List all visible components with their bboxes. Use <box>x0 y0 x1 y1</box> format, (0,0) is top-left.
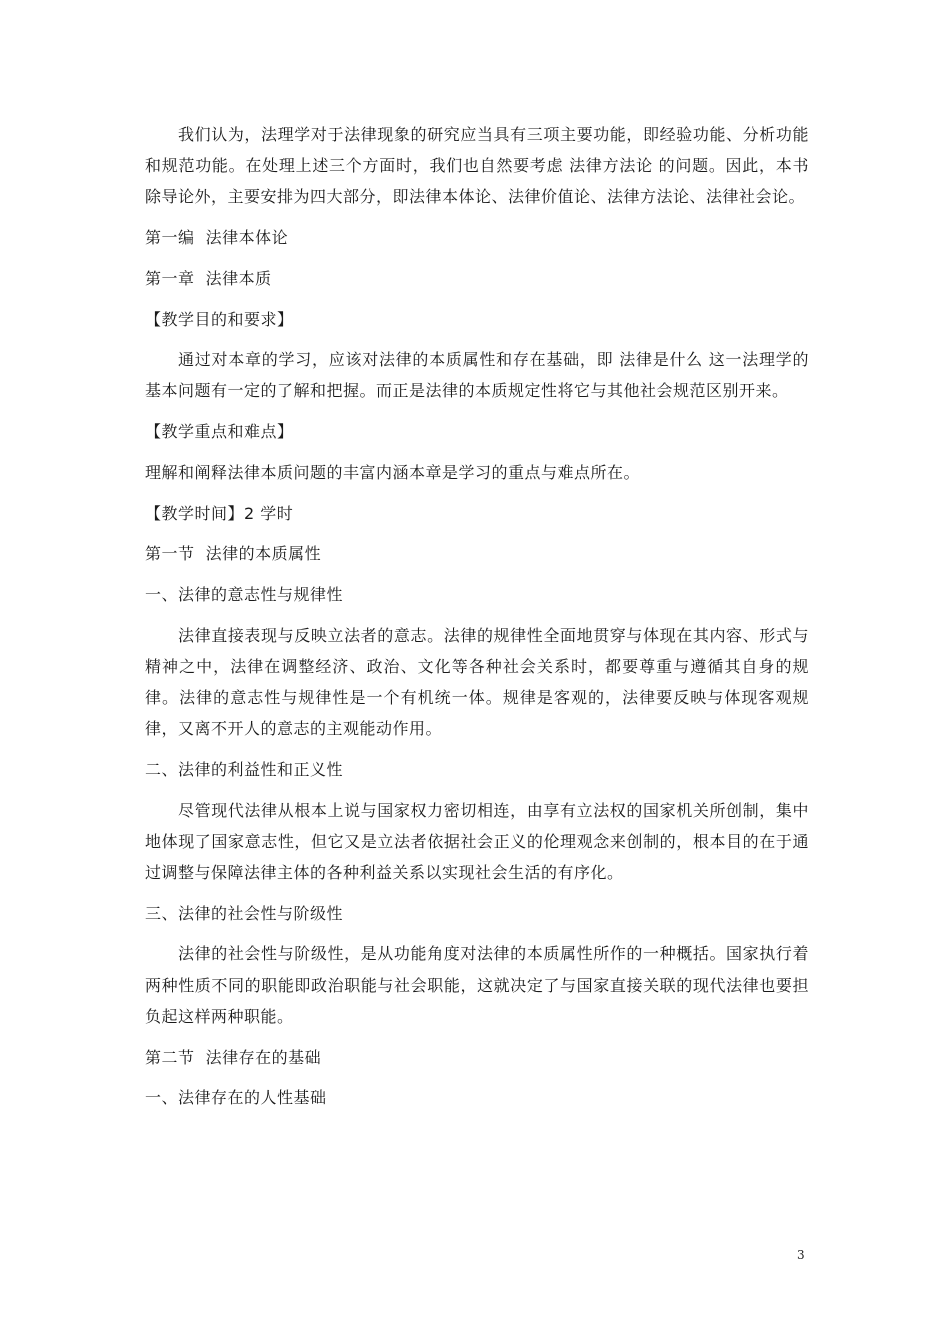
section-heading: 第二节 法律存在的基础 <box>145 1047 322 1067</box>
teaching-time-line: 【教学时间】2 学时 <box>145 503 294 523</box>
section-heading: 第一节 法律的本质属性 <box>145 544 322 564</box>
page-body <box>145 119 809 1123</box>
key-points-heading: 【教学重点和难点】 <box>145 422 294 442</box>
teaching-goals-heading: 【教学目的和要求】 <box>145 309 294 329</box>
body-paragraph: 法律的社会性与阶级性，是从功能角度对法律的本质属性所作的一种概括。国家执行着两种性质不同的职能即政治职能与社会职能，这就决定了与国家直接关联的现代法律也要担负起这样两种职能。 <box>145 944 809 1026</box>
part-heading: 第一编 法律本体论 <box>145 228 289 248</box>
subsection-heading: 二、法律的利益性和正义性 <box>145 759 344 779</box>
subsection-heading: 三、法律的社会性与阶级性 <box>145 903 344 923</box>
chapter-heading: 第一章 法律本质 <box>145 268 272 288</box>
subsection-heading: 一、法律的意志性与规律性 <box>145 584 344 604</box>
page-number: 3 <box>797 1248 805 1262</box>
subsection-heading: 一、法律存在的人性基础 <box>145 1088 327 1108</box>
key-points-text: 理解和阐释法律本质问题的丰富内涵本章是学习的重点与难点所在。 <box>145 462 641 482</box>
intro-paragraph: 我们认为，法理学对于法律现象的研究应当具有三项主要功能，即经验功能、分析功能和规范功能。在处理上述三个方面时，我们也自然要考虑 法律方法论 的问题。因此，本书除导论外，主要安排为四大部分，即法律本体论、法律价值论、法律方法论、法律社会论。 <box>145 125 809 207</box>
body-paragraph: 法律直接表现与反映立法者的意志。法律的规律性全面地贯穿与体现在其内容、形式与精神之中，法律在调整经济、政治、文化等各种社会关系时，都要尊重与遵循其自身的规律。法律的意志性与规律性是一个有机统一体。规律是客观的，法律要反映与体现客观规律，又离不开人的意志的主观能动作用。 <box>145 625 809 739</box>
teaching-goals-paragraph: 通过对本章的学习，应该对法律的本质属性和存在基础，即 法律是什么 这一法理学的基本问题有一定的了解和把握。而正是法律的本质规定性将它与其他社会规范区别开来。 <box>145 350 809 401</box>
body-paragraph: 尽管现代法律从根本上说与国家权力密切相连，由享有立法权的国家机关所创制，集中地体现了国家意志性，但它又是立法者依据社会正义的伦理观念来创制的，根本目的在于通过调整与保障法律主体的各种利益关系以实现社会生活的有序化。 <box>145 800 809 883</box>
